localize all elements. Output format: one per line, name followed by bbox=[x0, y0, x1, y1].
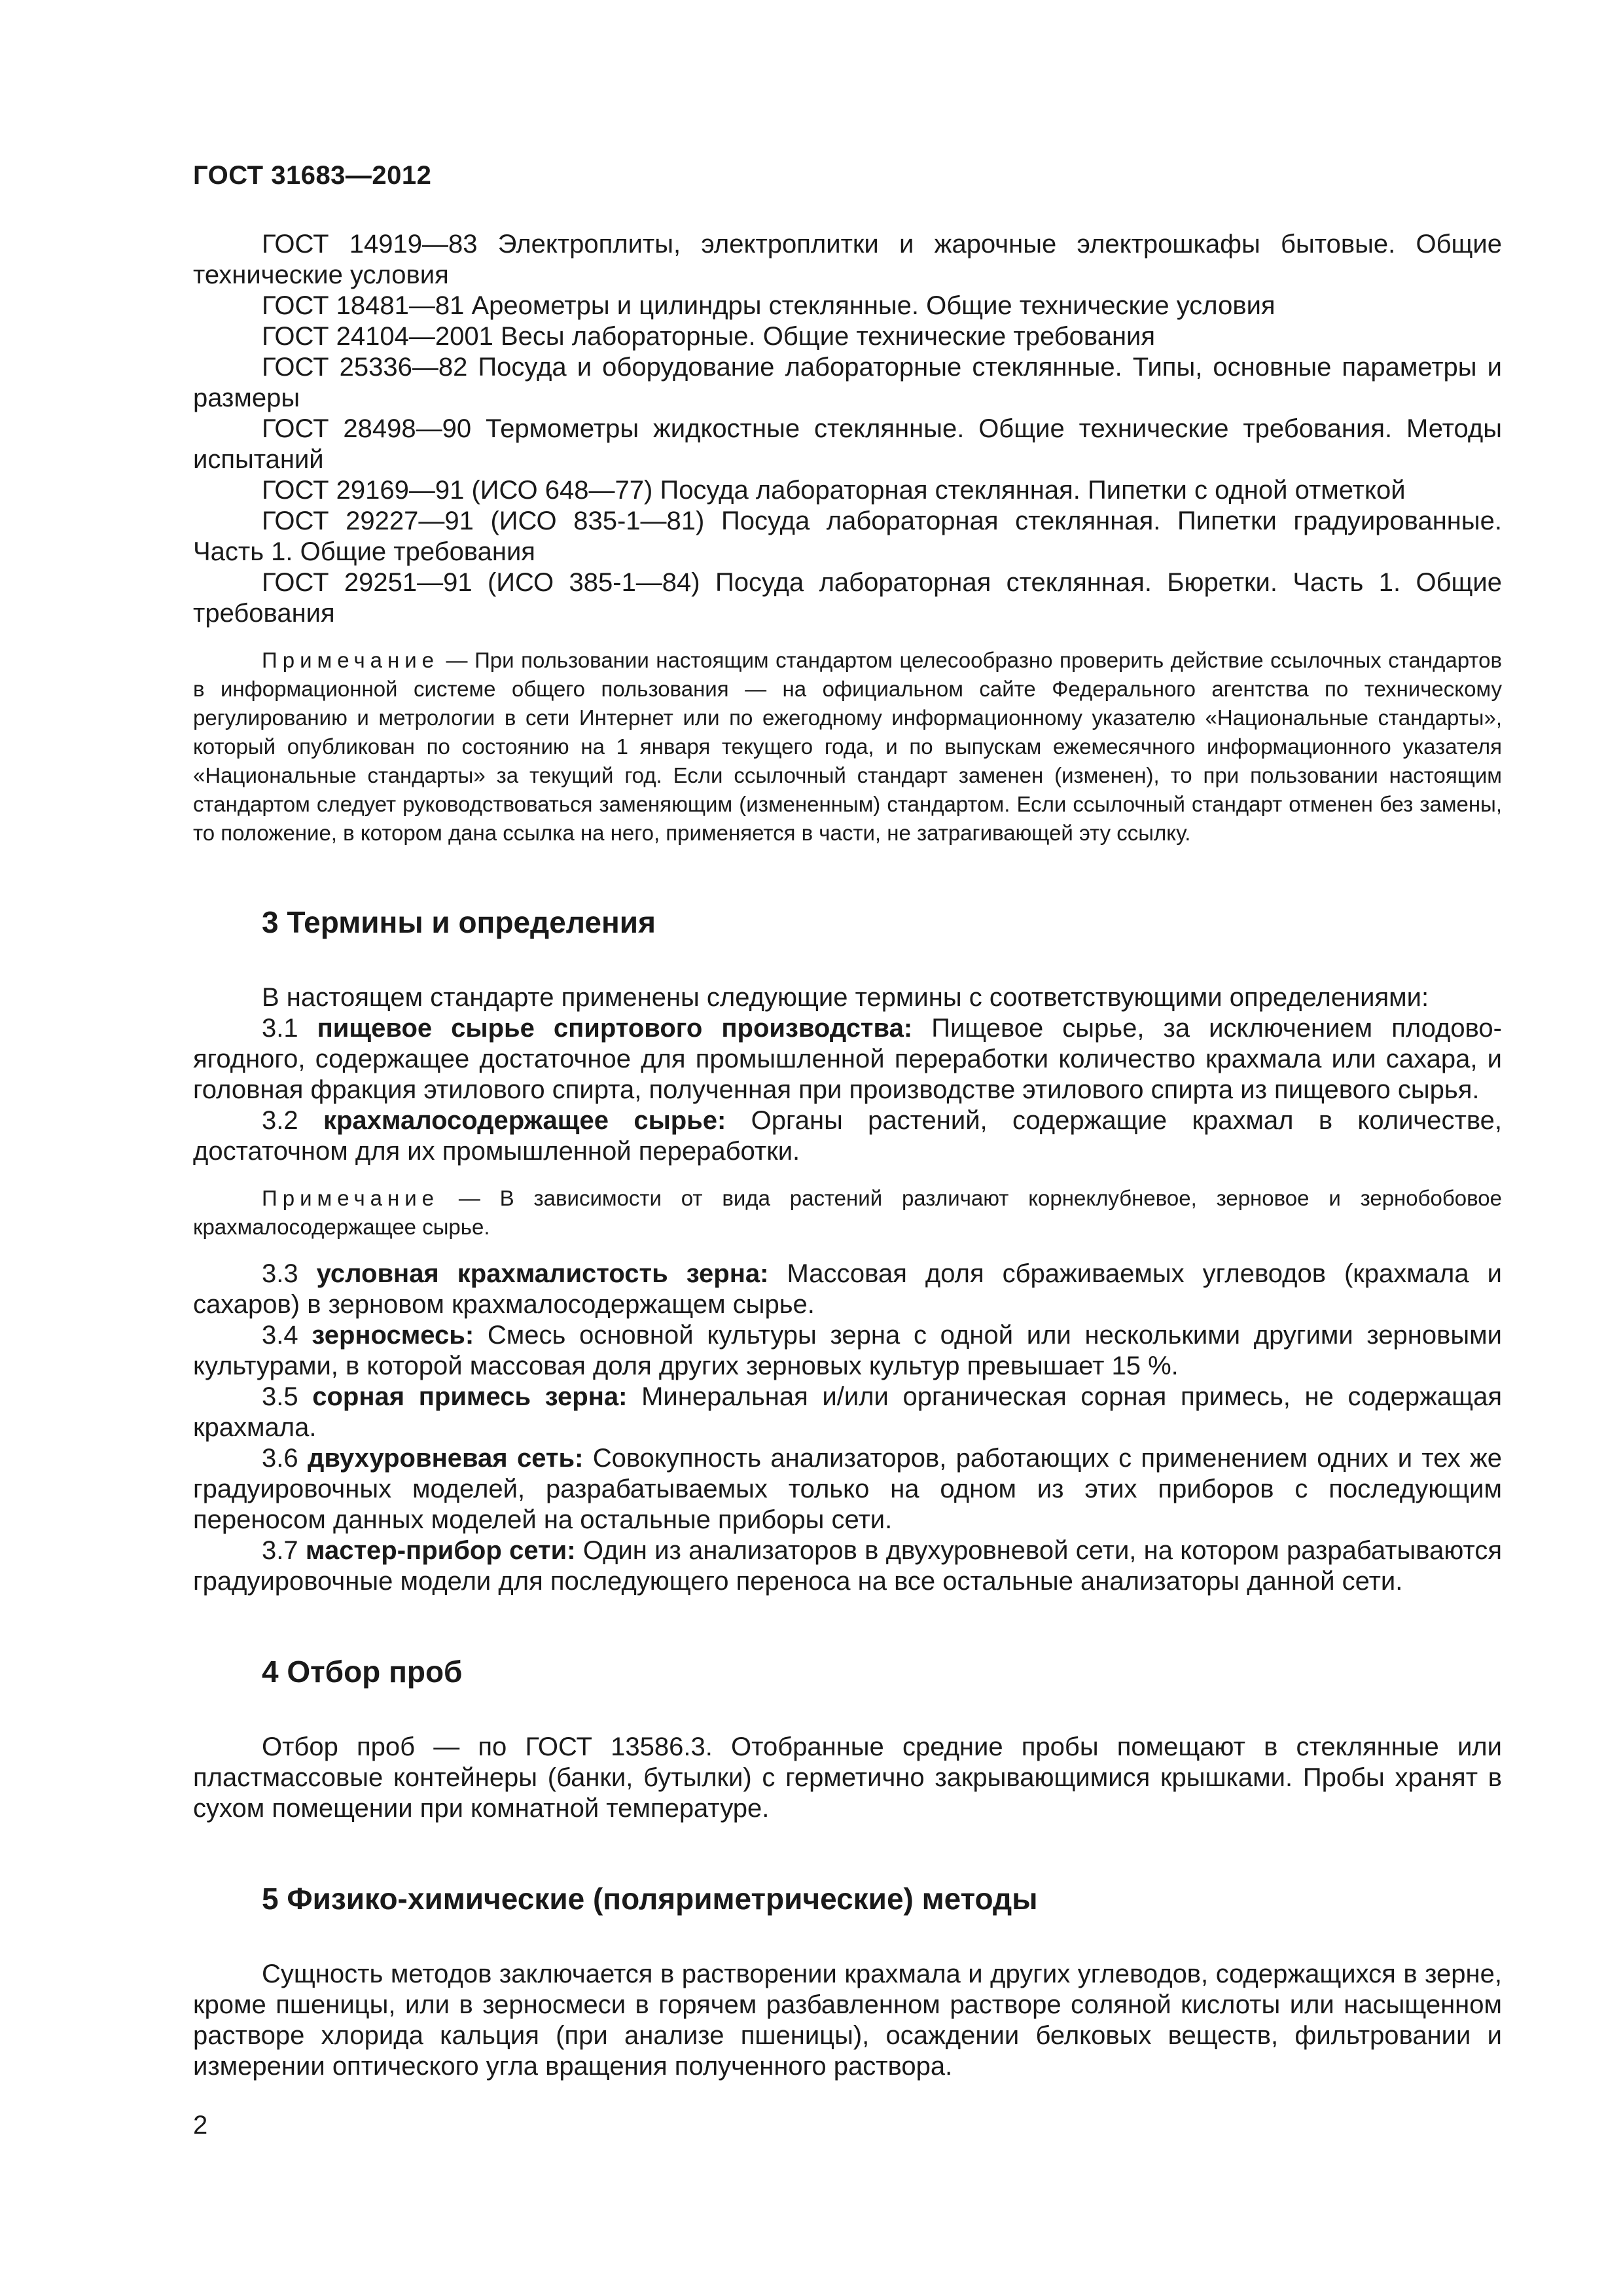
term-definition: Массовая доля сбраживаемых углеводов (крахмала и сахаров) в зерновом крахмалосодержащем сырье. bbox=[193, 1259, 1502, 1319]
term-number: 3.6 bbox=[262, 1444, 298, 1473]
note-label: Примечание bbox=[262, 1186, 440, 1210]
term-number: 3.2 bbox=[262, 1106, 298, 1135]
term-3-3 bbox=[193, 1259, 1502, 1320]
term-definition: Пищевое сырье, за исключением плодово-ягодного, содержащее достаточное для промышленной переработки количество крахмала или сахара, и головная фракция этилового спирта, полученная при производстве этилового спирта из пищевого сырья. bbox=[193, 1014, 1502, 1104]
section-3-note bbox=[193, 1184, 1502, 1242]
document-id-header: ГОСТ 31683—2012 bbox=[193, 161, 432, 190]
section-4-heading: 4 Отбор проб bbox=[262, 1655, 463, 1689]
term-number: 3.1 bbox=[262, 1014, 298, 1043]
document-page bbox=[193, 0, 1502, 2296]
term-3-2 bbox=[193, 1105, 1502, 1167]
reference-item: ГОСТ 18481—81 Ареометры и цилиндры стеклянные. Общие технические условия bbox=[262, 291, 1275, 320]
term-name: двухуровневая сеть: bbox=[307, 1444, 584, 1473]
term-3-5 bbox=[193, 1382, 1502, 1443]
reference-item: ГОСТ 28498—90 Термометры жидкостные стеклянные. Общие технические требования. Методы испытаний bbox=[193, 414, 1502, 474]
section-5-heading: 5 Физико-химические (поляриметрические) методы bbox=[262, 1882, 1038, 1916]
term-number: 3.4 bbox=[262, 1321, 298, 1350]
reference-item: ГОСТ 29227—91 (ИСО 835-1—81) Посуда лабораторная стеклянная. Пипетки градуированные. Часть 1. Общие требования bbox=[193, 507, 1502, 566]
term-name: крахмалосодержащее сырье: bbox=[323, 1106, 726, 1135]
document-body bbox=[193, 229, 1502, 2082]
term-3-6 bbox=[193, 1443, 1502, 1535]
reference-item: ГОСТ 24104—2001 Весы лабораторные. Общие технические требования bbox=[262, 322, 1156, 351]
term-name: условная крахмалистость зерна: bbox=[316, 1259, 769, 1288]
reference-item: ГОСТ 25336—82 Посуда и оборудование лабораторные стеклянные. Типы, основные параметры и размеры bbox=[193, 353, 1502, 412]
term-name: сорная примесь зерна: bbox=[312, 1382, 628, 1411]
term-definition: Органы растений, содержащие крахмал в количестве, достаточном для их промышленной переработки. bbox=[193, 1106, 1502, 1166]
section-4-text: Отбор проб — по ГОСТ 13586.3. Отобранные средние пробы помещают в стеклянные или пластмассовые контейнеры (банки, бутылки) с герметично закрывающимися крышками. Пробы хранят в сухом помещении при комнатной температуре. bbox=[193, 1732, 1502, 1823]
page-number: 2 bbox=[193, 2111, 208, 2140]
section-5-text: Сущность методов заключается в растворении крахмала и других углеводов, содержащихся в зерне, кроме пшеницы, или в зерносмеси в горячем разбавленном растворе соляной кислоты или насыщенном растворе хлорида кальция (при анализе пшеницы), осаждении белковых веществ, фильтровании и измерении оптического угла вращения полученного раствора. bbox=[193, 1960, 1502, 2081]
term-definition: Смесь основной культуры зерна с одной или несколькими другими зерновыми культурами, в которой массовая доля других зерновых культур превышает 15 %. bbox=[193, 1321, 1502, 1380]
term-3-7 bbox=[193, 1535, 1502, 1597]
term-number: 3.5 bbox=[262, 1382, 298, 1411]
reference-item: ГОСТ 29251—91 (ИСО 385-1—84) Посуда лабораторная стеклянная. Бюретки. Часть 1. Общие требования bbox=[193, 568, 1502, 628]
reference-item: ГОСТ 29169—91 (ИСО 648—77) Посуда лабораторная стеклянная. Пипетки с одной отметкой bbox=[262, 476, 1406, 505]
references-note bbox=[193, 646, 1502, 848]
term-number: 3.3 bbox=[262, 1259, 298, 1288]
note-text: — При пользовании настоящим стандартом целесообразно проверить действие ссылочных стандартов в информационной системе общего пользования — на официальном сайте Федерального агентства по техническому регулированию и метрологии в сети Интернет или по ежегодному информационному указателю «Национальные стандарты», который опубликован по состоянию на 1 января текущего года, и по выпускам ежемесячного информационного указателя «Национальные стандарты» за текущий год. Если ссылочный стандарт заменен (изменен), то при пользовании настоящим стандартом следует руководствоваться заменяющим (измененным) стандартом. Если ссылочный стандарт отменен без замены, то положение, в котором дана ссылка на него, применяется в части, не затрагивающей эту ссылку. bbox=[193, 648, 1502, 845]
term-name: зерносмесь: bbox=[312, 1321, 474, 1350]
term-name: пищевое сырье спиртового производства: bbox=[317, 1014, 913, 1043]
term-3-4 bbox=[193, 1320, 1502, 1382]
section-3-heading: 3 Термины и определения bbox=[262, 905, 656, 939]
term-name: мастер-прибор сети: bbox=[305, 1536, 576, 1565]
term-number: 3.7 bbox=[262, 1536, 298, 1565]
note-label: Примечание bbox=[262, 648, 440, 672]
term-3-1 bbox=[193, 1013, 1502, 1105]
term-definition: Минеральная и/или органическая сорная примесь, не содержащая крахмала. bbox=[193, 1382, 1502, 1442]
reference-item: ГОСТ 14919—83 Электроплиты, электроплитки и жарочные электрошкафы бытовые. Общие технические условия bbox=[193, 230, 1502, 289]
term-definition: Совокупность анализаторов, работающих с применением одних и тех же градуировочных моделей, разрабатываемых только на одном из этих приборов с последующим переносом данных моделей на остальные приборы сети. bbox=[193, 1444, 1502, 1534]
section-3-intro: В настоящем стандарте применены следующие термины с соответствующими определениями: bbox=[262, 983, 1429, 1012]
note-text: — В зависимости от вида растений различают корнеклубневое, зерновое и зернобобовое крахмалосодержащее сырье. bbox=[193, 1186, 1502, 1239]
normative-references-list bbox=[193, 229, 1502, 629]
term-definition: Один из анализаторов в двухуровневой сети, на котором разрабатываются градуировочные модели для последующего переноса на все остальные анализаторы данной сети. bbox=[193, 1536, 1502, 1596]
